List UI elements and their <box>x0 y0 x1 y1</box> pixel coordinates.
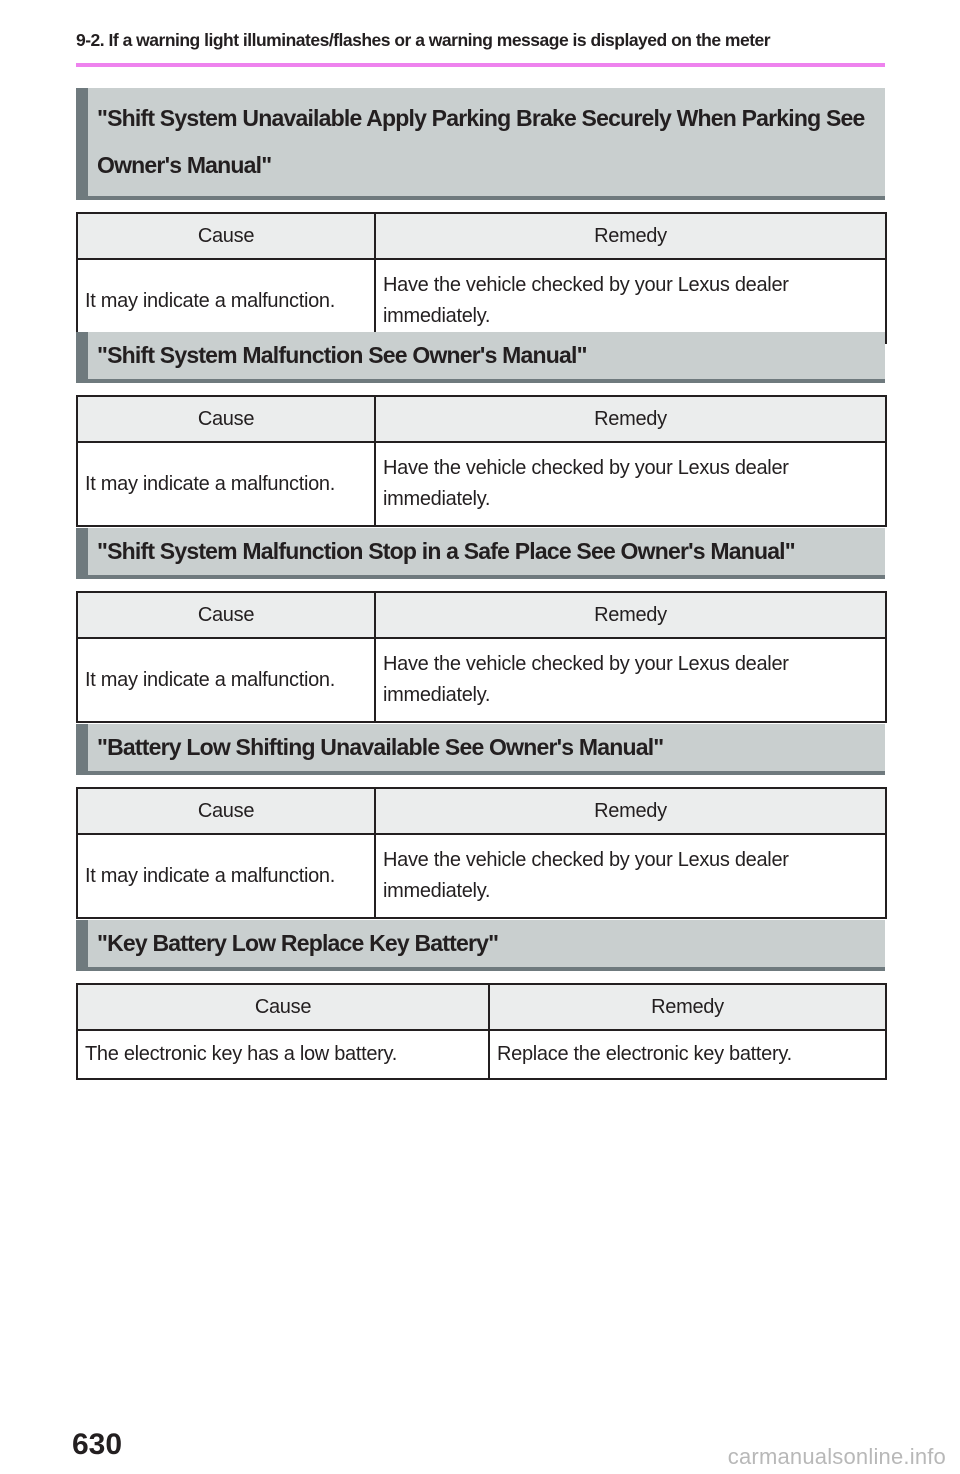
cause-header: Cause <box>77 213 375 259</box>
cause-header: Cause <box>77 984 489 1030</box>
section-battery-low-shifting <box>76 724 885 919</box>
section-shift-system-malfunction-stop <box>76 528 885 723</box>
remedy-cell: Have the vehicle checked by your Lexus dealer immediately. <box>375 834 886 918</box>
cause-cell: The electronic key has a low battery. <box>77 1030 489 1079</box>
cause-cell: It may indicate a malfunction. <box>77 442 375 526</box>
remedy-header: Remedy <box>375 396 886 442</box>
remedy-header: Remedy <box>489 984 886 1030</box>
table-header-row <box>77 592 886 638</box>
remedy-cell: Have the vehicle checked by your Lexus dealer immediately. <box>375 638 886 722</box>
section-title: "Key Battery Low Replace Key Battery" <box>76 920 885 971</box>
remedy-header: Remedy <box>375 788 886 834</box>
cause-remedy-table <box>76 787 887 919</box>
cause-header: Cause <box>77 788 375 834</box>
header-rule <box>76 63 885 67</box>
section-shift-system-unavailable <box>76 88 885 344</box>
table-row <box>77 1030 886 1079</box>
cause-cell: It may indicate a malfunction. <box>77 638 375 722</box>
section-shift-system-malfunction <box>76 332 885 527</box>
table-header-row <box>77 396 886 442</box>
table-header-row <box>77 984 886 1030</box>
cause-header: Cause <box>77 396 375 442</box>
table-row <box>77 442 886 526</box>
section-key-battery-low <box>76 920 885 1080</box>
cause-remedy-table <box>76 395 887 527</box>
cause-cell: It may indicate a malfunction. <box>77 834 375 918</box>
table-header-row <box>77 213 886 259</box>
table-row <box>77 259 886 343</box>
table-row <box>77 834 886 918</box>
remedy-header: Remedy <box>375 592 886 638</box>
cause-header: Cause <box>77 592 375 638</box>
cause-remedy-table <box>76 983 887 1080</box>
watermark: carmanualsonline.info <box>727 1444 946 1469</box>
cause-cell: It may indicate a malfunction. <box>77 259 375 343</box>
remedy-header: Remedy <box>375 213 886 259</box>
section-title: "Shift System Unavailable Apply Parking Brake Securely When Parking See Owner's Manual" <box>76 88 885 200</box>
cause-remedy-table <box>76 591 887 723</box>
page-number: 630 <box>72 1428 123 1461</box>
table-header-row <box>77 788 886 834</box>
section-title: "Shift System Malfunction Stop in a Safe Place See Owner's Manual" <box>76 528 885 579</box>
cause-remedy-table <box>76 212 887 344</box>
section-title: "Shift System Malfunction See Owner's Manual" <box>76 332 885 383</box>
table-row <box>77 638 886 722</box>
remedy-cell: Have the vehicle checked by your Lexus dealer immediately. <box>375 442 886 526</box>
remedy-cell: Replace the electronic key battery. <box>489 1030 886 1079</box>
remedy-cell: Have the vehicle checked by your Lexus dealer immediately. <box>375 259 886 343</box>
running-head: 9-2. If a warning light illuminates/flashes or a warning message is displayed on the meter <box>76 30 771 50</box>
section-title: "Battery Low Shifting Unavailable See Owner's Manual" <box>76 724 885 775</box>
